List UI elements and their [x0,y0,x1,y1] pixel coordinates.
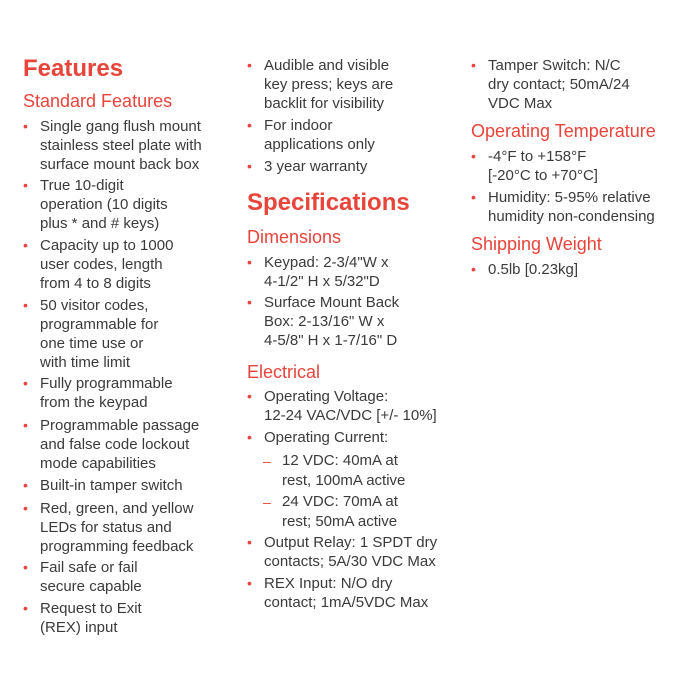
list-item: • Operating Voltage: 12-24 VAC/VDC [+/- 10%] [247,388,437,424]
list-item: • Request to Exit (REX) input [23,600,142,636]
list-item: • Tamper Switch: N/C dry contact; 50mA/24 VDC Max [471,57,630,112]
list-item: • REX Input: N/O dry contact; 1mA/5VDC Max [247,575,429,611]
bullet-icon: • [23,118,28,134]
bullet-icon: • [471,57,476,73]
bullet-icon: • [471,189,476,205]
bullet-icon: • [247,429,252,445]
list-item: • 0.5lb [0.23kg] [471,261,579,278]
list-item: • Capacity up to 1000 user codes, length from 4 to 8 digits [23,237,174,292]
list-item: • Fail safe or fail secure capable [23,559,142,595]
list-item: • Surface Mount Back Box: 2-13/16" W x 4-5/8" H x 1-7/16" D [247,294,400,349]
bullet-icon: • [23,559,28,575]
electrical-heading: Electrical [247,362,321,382]
dash-icon: – [263,494,271,510]
list-item: • Single gang flush mount stainless steel plate with surface mount back box [23,118,202,173]
list-item: • 50 visitor codes, programmable for one time use or with time limit [23,297,159,371]
list-item: • Audible and visible key press; keys are backlit for visibility [247,57,394,112]
bullet-icon: • [247,254,252,270]
bullet-icon: • [23,177,28,193]
list-item: • 3 year warranty [247,158,368,175]
sub-list-item: – 24 VDC: 70mA at rest; 50mA active [263,493,398,530]
bullet-icon: • [471,261,476,277]
bullet-icon: • [23,237,28,253]
bullet-icon: • [247,117,252,133]
bullet-icon: • [23,477,28,493]
bullet-icon: • [247,534,252,550]
shipping-weight-heading: Shipping Weight [471,234,602,254]
bullet-icon: • [23,600,28,616]
standard-features-heading: Standard Features [23,91,173,111]
features-heading: Features [23,55,124,82]
list-item: • Fully programmable from the keypad [23,375,173,411]
list-item: • Operating Current: [247,429,389,446]
list-item: • True 10-digit operation (10 digits plus * and # keys) [23,177,168,232]
bullet-icon: • [247,158,252,174]
list-item: • Humidity: 5-95% relative humidity non-condensing [471,189,655,225]
operating-temperature-heading: Operating Temperature [471,121,656,141]
bullet-icon: • [247,388,252,404]
list-item: • Built-in tamper switch [23,477,183,494]
bullet-icon: • [23,375,28,391]
sub-list-item: – 12 VDC: 40mA at rest, 100mA active [263,452,406,489]
specifications-heading: Specifications [247,189,410,216]
bullet-icon: • [247,294,252,310]
list-item: • Keypad: 2-3/4"W x 4-1/2" H x 5/32"D [247,254,389,290]
dimensions-heading: Dimensions [247,227,342,247]
bullet-icon: • [471,148,476,164]
bullet-icon: • [247,575,252,591]
list-item: • Programmable passage and false code lockout mode capabilities [23,417,200,472]
list-item: • For indoor applications only [247,117,375,153]
list-item: • Output Relay: 1 SPDT dry contacts; 5A/30 VDC Max [247,534,438,570]
bullet-icon: • [23,500,28,516]
bullet-icon: • [23,297,28,313]
bullet-icon: • [23,417,28,433]
bullet-icon: • [247,57,252,73]
list-item: • -4°F to +158°F [-20°C to +70°C] [471,148,598,184]
list-item: • Red, green, and yellow LEDs for status and programming feedback [23,500,194,555]
dash-icon: – [263,453,271,469]
